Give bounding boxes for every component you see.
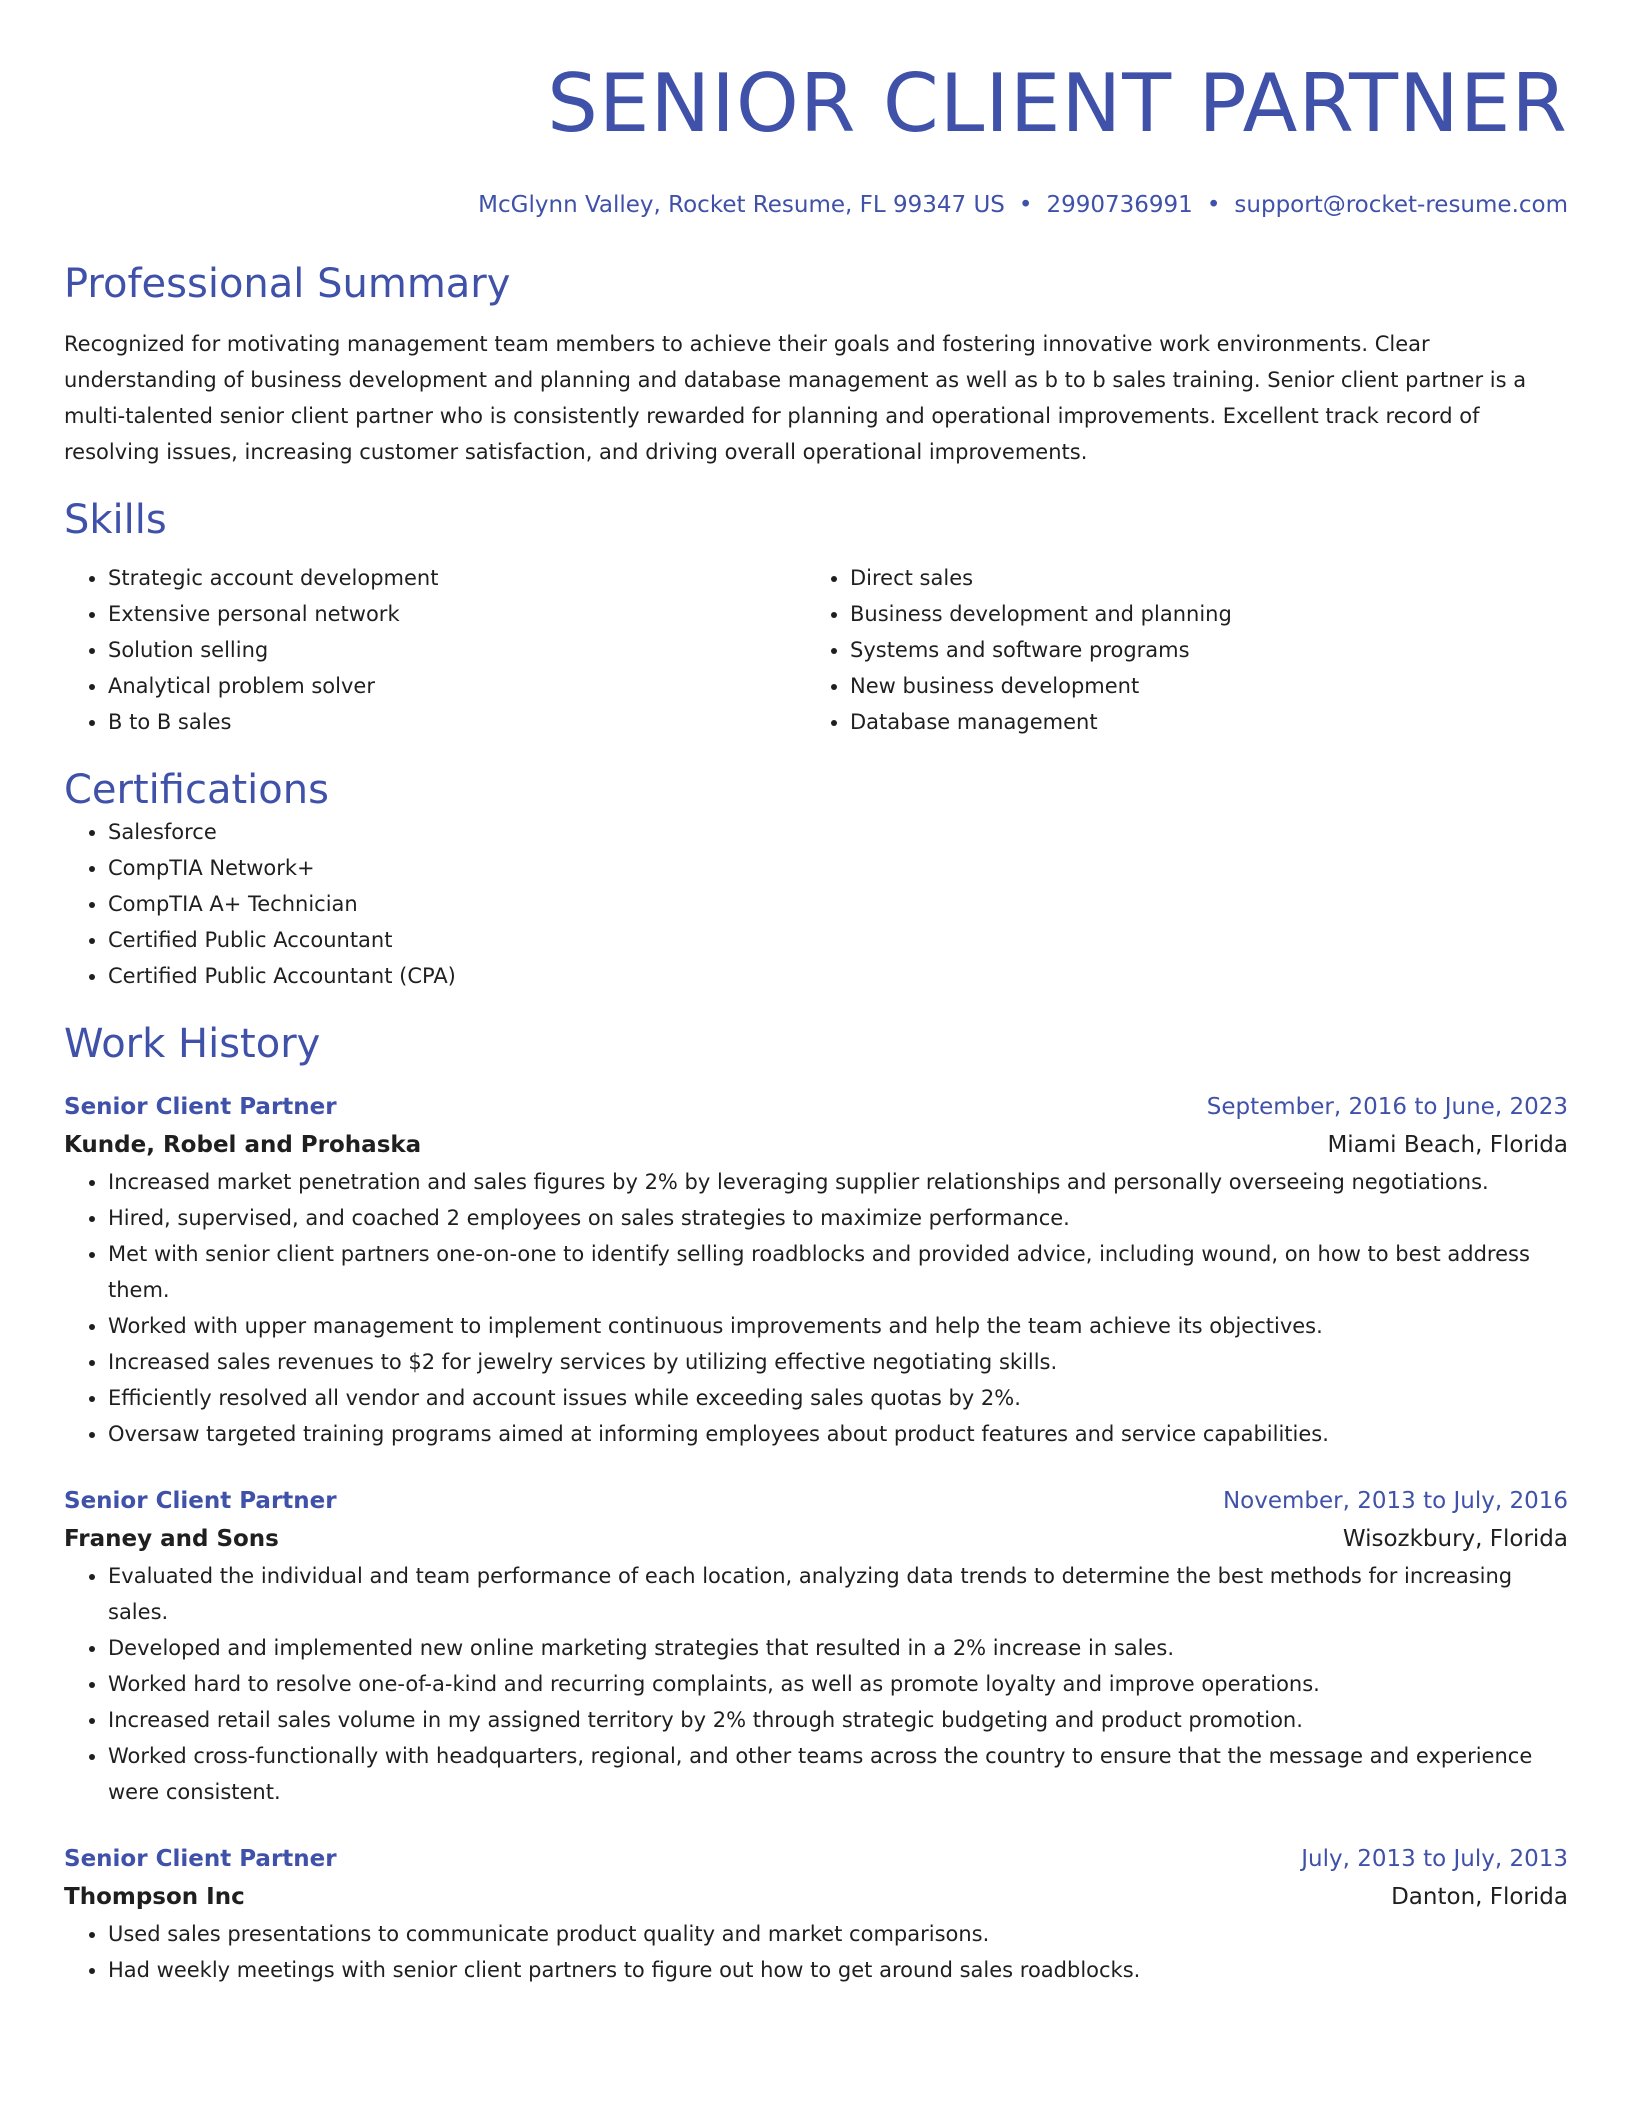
skills-column-left — [64, 560, 806, 740]
job-dates: September, 2016 to June, 2023 — [1206, 1094, 1568, 1120]
contact-line — [64, 190, 1568, 220]
job-bullet-list — [64, 1558, 1568, 1810]
job-entry — [64, 1840, 1568, 1988]
skill-item: • Systems and software programs — [850, 632, 1548, 668]
job-entry — [64, 1088, 1568, 1452]
skills-column-right — [806, 560, 1548, 740]
job-bullet: • Worked hard to resolve one-of-a-kind and recurring complaints, as well as promote loyalty and improve operations. — [108, 1666, 1568, 1702]
job-bullet: • Evaluated the individual and team performance of each location, analyzing data trends to determine the best methods for increasing sales. — [108, 1558, 1568, 1630]
contact-phone: 2990736991 — [1046, 192, 1193, 218]
certification-item: • Certified Public Accountant (CPA) — [108, 958, 1568, 994]
work-history-section — [64, 1020, 1568, 1988]
contact-address: McGlynn Valley, Rocket Resume, FL 99347 US — [478, 192, 1005, 218]
skill-item: • Solution selling — [108, 632, 806, 668]
contact-separator: • — [1018, 192, 1033, 218]
resume-page — [64, 0, 1568, 1988]
skill-item: • Database management — [850, 704, 1548, 740]
certifications-section — [64, 766, 1568, 994]
skills-grid — [64, 560, 1568, 740]
skills-list-right — [806, 560, 1548, 740]
summary-text: Recognized for motivating management team members to achieve their goals and fostering innovative work environments. Clear understanding of business development and planning and database management as well as b to b sales training. Senior client partner is a multi-talented senior client partner who is consistently rewarded for planning and operational improvements. Excellent track record of resolving issues, increasing customer satisfaction, and driving overall operational improvements. — [64, 332, 1527, 464]
job-bullet: • Hired, supervised, and coached 2 employees on sales strategies to maximize performance. — [108, 1200, 1568, 1236]
job-company-row — [64, 1126, 1568, 1164]
job-company-row — [64, 1520, 1568, 1558]
job-bullet: • Had weekly meetings with senior client partners to figure out how to get around sales roadblocks. — [108, 1952, 1568, 1988]
skill-item: • Extensive personal network — [108, 596, 806, 632]
job-company: Franey and Sons — [64, 1526, 279, 1552]
job-role-row — [64, 1840, 1568, 1878]
skill-item: • Business development and planning — [850, 596, 1548, 632]
job-dates: July, 2013 to July, 2013 — [1301, 1846, 1568, 1872]
job-company: Kunde, Robel and Prohaska — [64, 1132, 422, 1158]
job-entry — [64, 1482, 1568, 1810]
job-bullet: • Met with senior client partners one-on-one to identify selling roadblocks and provided advice, including wound, on how to best address them. — [108, 1236, 1568, 1308]
job-role-row — [64, 1482, 1568, 1520]
job-bullet: • Increased sales revenues to $2 for jewelry services by utilizing effective negotiating skills. — [108, 1344, 1568, 1380]
job-location: Wisozkbury, Florida — [1342, 1526, 1568, 1552]
job-company: Thompson Inc — [64, 1884, 245, 1910]
certification-item: • CompTIA Network+ — [108, 850, 1568, 886]
job-role: Senior Client Partner — [64, 1094, 337, 1120]
summary-heading: Professional Summary — [64, 261, 511, 307]
job-company-row — [64, 1878, 1568, 1916]
resume-title: SENIOR CLIENT PARTNER — [547, 57, 1568, 150]
skills-heading: Skills — [64, 497, 167, 543]
certification-item: • Salesforce — [108, 814, 1568, 850]
job-role: Senior Client Partner — [64, 1846, 337, 1872]
job-bullet: • Developed and implemented new online marketing strategies that resulted in a 2% increase in sales. — [108, 1630, 1568, 1666]
skill-item: • Strategic account development — [108, 560, 806, 596]
job-bullet: • Used sales presentations to communicate product quality and market comparisons. — [108, 1916, 1568, 1952]
job-bullet: • Efficiently resolved all vendor and account issues while exceeding sales quotas by 2%. — [108, 1380, 1568, 1416]
job-bullet-list — [64, 1916, 1568, 1988]
job-bullet: • Increased retail sales volume in my assigned territory by 2% through strategic budgeting and product promotion. — [108, 1702, 1568, 1738]
skill-item: • B to B sales — [108, 704, 806, 740]
skill-item: • New business development — [850, 668, 1548, 704]
certifications-heading: Certifications — [64, 767, 329, 813]
job-bullet: • Worked cross-functionally with headquarters, regional, and other teams across the country to ensure that the message and experience were consistent. — [108, 1738, 1568, 1810]
certifications-list — [64, 814, 1568, 994]
job-bullet: • Increased market penetration and sales figures by 2% by leveraging supplier relationships and personally overseeing negotiations. — [108, 1164, 1568, 1200]
skill-item: • Analytical problem solver — [108, 668, 806, 704]
job-dates: November, 2013 to July, 2016 — [1222, 1488, 1568, 1514]
job-bullet: • Worked with upper management to implement continuous improvements and help the team achieve its objectives. — [108, 1308, 1568, 1344]
contact-email[interactable]: support@rocket-resume.com — [1234, 192, 1568, 218]
skills-list-left — [64, 560, 806, 740]
job-bullet: • Oversaw targeted training programs aimed at informing employees about product features and service capabilities. — [108, 1416, 1568, 1452]
job-bullet-list — [64, 1164, 1568, 1452]
job-role-row — [64, 1088, 1568, 1126]
summary-section — [64, 260, 1568, 470]
skills-section — [64, 496, 1568, 740]
job-role: Senior Client Partner — [64, 1488, 337, 1514]
certification-item: • CompTIA A+ Technician — [108, 886, 1568, 922]
job-location: Danton, Florida — [1391, 1884, 1568, 1910]
skill-item: • Direct sales — [850, 560, 1548, 596]
work-history-heading: Work History — [64, 1021, 321, 1067]
job-location: Miami Beach, Florida — [1327, 1132, 1568, 1158]
contact-separator: • — [1206, 192, 1221, 218]
certification-item: • Certified Public Accountant — [108, 922, 1568, 958]
